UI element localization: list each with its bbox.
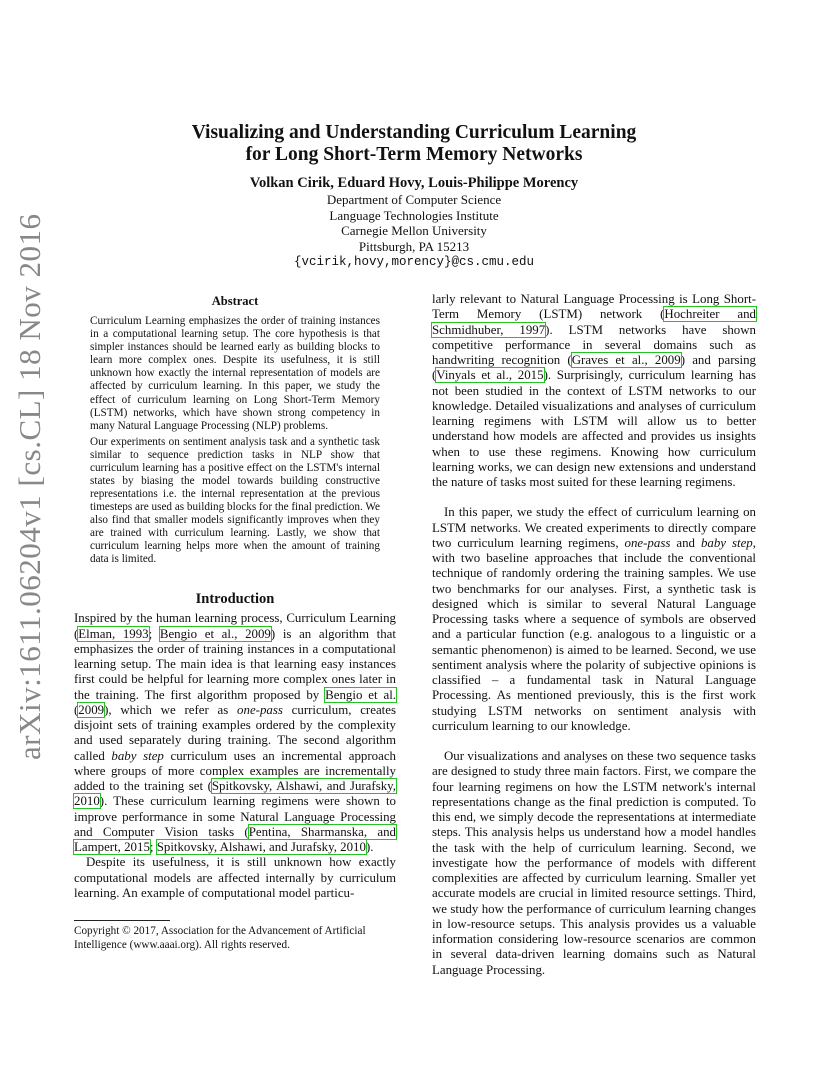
text-span: ; — [149, 840, 157, 855]
citation-spitkovsky-2010[interactable]: Spitkovsky, Alshawi, and Jurafsky, 2010 — [74, 779, 396, 809]
copyright-footnote — [74, 920, 396, 952]
copyright-text: Copyright © 2017, Association for the Advancement of Artificial Intelligence (www.aaai.org). All rights reserved. — [74, 925, 366, 951]
right-paragraph-3: Our visualizations and analyses on these two sequence tasks are designed to study three main factors. First, we compare the four learning regimens on how the LSTM network's internal representations change as the final prediction is computed. To this end, we simply decode the representations at intermediate steps. This analysis helps us understand how a model handles the task with the help of curriculum learning. Second, we investigate how the performance of models with different complexities are affected by curriculum learning. Smaller yet accurate models are crucial in limited resource settings. Third, we study how the performance of curriculum learning changes in low-resource setups. This analysis provides us a valuable information considering low-resource scenarios are common in several data-driven learning domains such as Natural Language Processing. — [432, 749, 756, 977]
text-span: ) and parsing ( — [432, 353, 756, 383]
paper-header — [74, 122, 754, 270]
citation-bengio-authors[interactable]: Bengio et al. — [325, 687, 397, 702]
citation-bengio-year[interactable]: 2009 — [78, 702, 105, 717]
paper-title — [74, 122, 754, 166]
text-span: ). LSTM networks have shown competitive performance in several domains such as handwriting recognition ( — [432, 322, 756, 367]
introduction-heading: Introduction — [195, 591, 275, 608]
author-emails: {vcirik,hovy,morency}@cs.cmu.edu — [293, 255, 535, 269]
citation-pentina-2015[interactable]: Pentina, Sharmanska, and Lampert, 2015 — [74, 824, 396, 855]
title-line-1: Visualizing and Understanding Curriculum Learning — [191, 122, 637, 143]
right-column — [432, 292, 756, 978]
citation-bengio-2009[interactable]: Bengio et al., 2009 — [159, 626, 271, 641]
abstract-heading: Abstract — [211, 294, 259, 308]
term-one-pass: one-pass — [624, 535, 671, 550]
intro-paragraph-2: Despite its usefulness, it is still unknown how exactly computational models are affected internally by curriculum learning. An example of computational model particu- — [74, 855, 396, 900]
term-baby-step: baby step — [700, 535, 753, 550]
affiliation-city: Pittsburgh, PA 15213 — [358, 238, 470, 254]
right-paragraph-1 — [432, 292, 756, 490]
text-span: ). — [365, 840, 374, 855]
text-span: , with two baseline approaches that include the conventional technique of randomly ordering the training samples. We use two benchmarks for our analyses. First, a synthetic task is designed which is similar to several Natural Language Processing tasks where a sequence of symbols are observed and a particular function (e.g. analogous to a linguistic or a semantic phenomenon) is aimed to be learned. Second, we use sentiment analysis where the polarity of subjective opinions is classified – a fundamental task in Natural Language Processing. As mentioned previously, this is the first work studying LSTM networks on sentiment analysis with curriculum learning to our knowledge. — [432, 535, 756, 733]
citation-graves-2009[interactable]: Graves et al., 2009 — [571, 353, 681, 367]
intro-paragraph-1 — [74, 611, 396, 855]
text-span: ( — [74, 702, 79, 717]
left-column — [74, 292, 396, 901]
right-paragraph-2 — [432, 505, 756, 734]
text-span: Inspired by the human learning process, Curriculum Learning ( — [74, 611, 396, 641]
text-span: curriculum uses an incremental approach where groups of more complex examples are incrementally added to the training set ( — [74, 748, 396, 794]
text-span: ). Surprisingly, curriculum learning has not been studied in the context of LSTM networks to our knowledge. Detailed visualizations and analyses of curriculum learning regimens with LSTM will allow us to better understand how models are affected and provides us insights when to use these regimens. Knowing how curriculum learning works, we can design new extensions and understand the nature of tasks most suited for these learning regimens. — [432, 368, 757, 489]
title-line-2: for Long Short-Term Memory Networks — [245, 144, 583, 165]
term-baby-step: baby step — [111, 748, 164, 763]
abstract-paragraph-2: Our experiments on sentiment analysis task and a synthetic task similar to sequence prediction tasks in NLP show that curriculum learning has a positive effect on the LSTM's internal states by biasing the model towards building constructive representations i.e. the internal representation at the previous timesteps are used as building blocks for the final prediction. We also find that smaller models significantly improves when they are trained with curriculum learning. Lastly, we show that curriculum learning helps more when the amount of training data is limited. — [90, 435, 381, 566]
citation-elman-1993[interactable]: Elman, 1993 — [78, 626, 149, 641]
text-span: larly relevant to Natural Language Processing is Long Short-Term Memory (LSTM) network ( — [432, 292, 756, 322]
citation-vinyals-2015[interactable]: Vinyals et al., 2015 — [436, 368, 544, 383]
text-span: ). These curriculum learning regimens were shown to improve performance in some Natural Language Processing and Computer Vision tasks ( — [74, 794, 396, 839]
text-span: ) is an algorithm that emphasizes the order of training instances in a computational learning setup. The main idea is that learning easy instances first could be helpful for learning more complex ones later in the training. The first algorithm proposed by — [74, 626, 396, 702]
text-span: ), which we refer as — [104, 702, 238, 717]
arxiv-identifier: arXiv:1611.06204v1 [cs.CL] 18 Nov 2016 — [12, 213, 47, 760]
author-list: Volkan Cirik, Eduard Hovy, Louis-Philippe Morency — [249, 175, 579, 191]
text-span: and — [670, 535, 701, 550]
affiliation-dept: Department of Computer Science — [326, 192, 502, 207]
citation-spitkovsky-2010-b[interactable]: Spitkovsky, Alshawi, and Jurafsky, 2010 — [156, 840, 366, 855]
citation-hochreiter-1997[interactable]: Hochreiter and Schmidhuber, 1997 — [432, 307, 757, 337]
text-span: In this paper, we study the effect of curriculum learning on LSTM networks. We created experiments to directly compare two curriculum learning regimens, — [432, 505, 756, 550]
text-span: ; — [148, 626, 160, 641]
abstract — [74, 315, 396, 566]
text-span: curriculum, creates disjoint sets of training examples ordered by the complexity and used separately during training. The second algorithm called — [74, 702, 396, 763]
affiliation-institute: Language Technologies Institute — [329, 207, 499, 223]
term-one-pass: one-pass — [237, 702, 283, 717]
abstract-paragraph-1: Curriculum Learning emphasizes the order of training instances in a computational learning setup. The core hypothesis is that simpler instances should be learned early as building blocks to learn more complex ones. Despite its usefulness, it is still unknown how exactly the internal representation of models are affected by curriculum learning. In this paper, we study the effect of curriculum learning on Long Short-Term Memory (LSTM) networks, which have shown strong competency in many Natural Language Processing (NLP) problems. — [90, 315, 380, 432]
footnote-rule — [74, 920, 170, 921]
affiliation-university: Carnegie Mellon University — [341, 223, 487, 238]
